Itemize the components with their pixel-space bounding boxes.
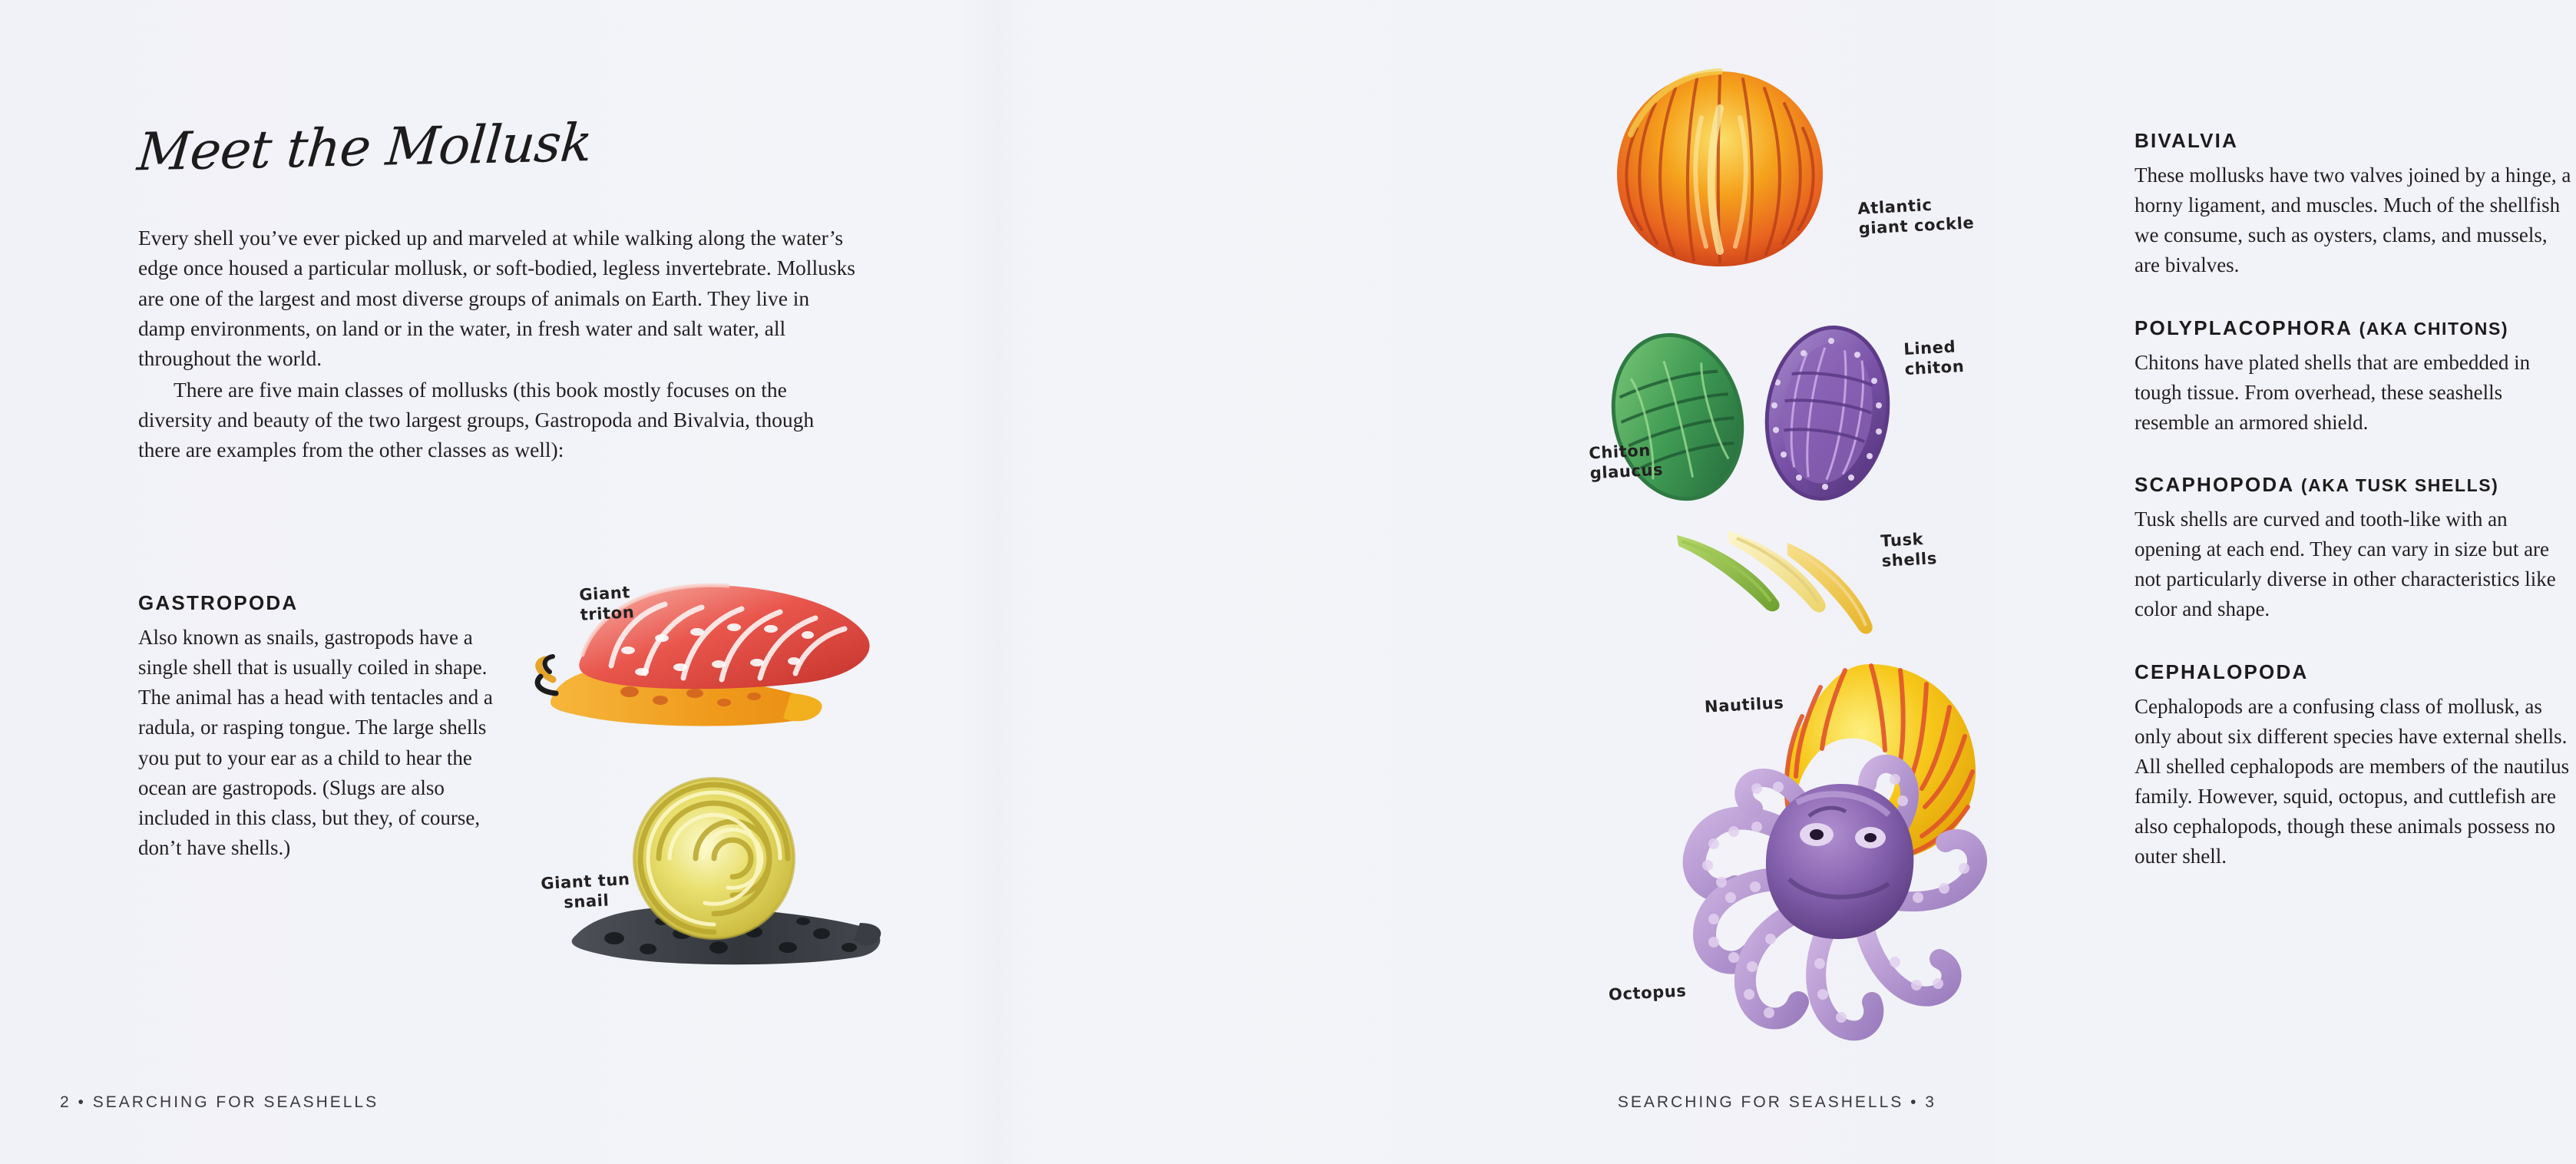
footer-right: SEARCHING FOR SEASHELLS • 3 xyxy=(1617,1093,1936,1111)
footer-left: 2 • SEARCHING FOR SEASHELLS xyxy=(60,1093,379,1111)
section-body-cephalopoda: Cephalopods are a confusing class of mollusk, as only about six different species have external shells. All shelled cephalopods are members of the nautilus family. However, squid, octopus, and cuttlefish are also cephalopods, though these animals possess no outer shell. xyxy=(2135,694,2570,868)
section-heading-scaphopoda xyxy=(2135,473,2576,497)
caption-chiton-glaucus: Chiton glaucus xyxy=(1588,441,1664,483)
caption-nautilus: Nautilus xyxy=(1704,693,1784,716)
section-body-bivalvia: These mollusks have two valves joined by a hinge, a horny ligament, and muscles. Much of the shellfish we consume, such as oysters, clams, and mussels, are bivalves. xyxy=(2135,164,2571,277)
section-gastropoda xyxy=(138,591,507,863)
section-body-gastropoda: Also known as snails, gastropods have a single shell that is usually coiled in shape. The animal has a head with tentacles and a radula, or rasping tongue. The large shells you put to your ear as a child to hear the ocean are gastropods. (Slugs are also included in this class, but they, of course, don’t have shells.) xyxy=(138,626,493,859)
intro-paragraph-2: There are five main classes of mollusks (this book mostly focuses on the diversity and beauty of the two largest groups, Gastropoda and Bivalvia, though there are examples from the other classes as well): xyxy=(138,377,815,462)
page-title: Meet the Mollusk xyxy=(134,113,594,184)
section-bivalvia xyxy=(2135,129,2576,281)
section-cephalopoda xyxy=(2135,660,2576,872)
section-scaphopoda xyxy=(2135,473,2576,625)
caption-atlantic-giant-cockle: Atlantic giant cockle xyxy=(1857,195,1975,239)
section-heading-bivalvia: BIVALVIA xyxy=(2135,129,2239,152)
caption-lined-chiton: Lined chiton xyxy=(1903,337,1965,379)
illustration-lined-chiton xyxy=(1754,321,1900,505)
illustration-tusk-shells xyxy=(1674,526,1912,649)
intro-paragraph-1: Every shell you’ve ever picked up and marveled at while walking along the water’s edge once housed a particular mollusk, or soft-bodied, legless invertebrate. Mollusks are one of the largest and most diverse groups of animals on Earth. They live in damp environments, on land or in the water, in fresh water and salt water, all throughout the world. xyxy=(138,226,855,371)
caption-giant-triton: Giant triton xyxy=(578,583,635,625)
illustration-atlantic-giant-cockle xyxy=(1605,58,1835,280)
section-polyplacophora xyxy=(2135,316,2576,438)
caption-tusk-shells: Tusk shells xyxy=(1880,530,1938,571)
right-column-text xyxy=(2135,129,2576,907)
section-heading-aka: (AKA CHITONS) xyxy=(2359,318,2509,339)
caption-octopus: Octopus xyxy=(1608,981,1688,1004)
section-body-scaphopoda: Tusk shells are curved and tooth-like with an opening at each end. They can vary in size but are not particularly diverse in other characteristics like color and shape. xyxy=(2135,507,2556,621)
section-heading-cephalopoda: CEPHALOPODA xyxy=(2135,660,2309,683)
section-heading-text: POLYPLACOPHORA xyxy=(2135,316,2353,339)
section-heading-text: SCAPHOPODA xyxy=(2135,472,2294,496)
intro-text xyxy=(138,223,856,465)
page-left xyxy=(0,0,998,1164)
illustration-octopus xyxy=(1674,741,2004,1071)
section-heading-gastropoda: GASTROPODA xyxy=(138,591,299,614)
section-heading-polyplacophora xyxy=(2135,316,2576,340)
section-heading-aka: (AKA TUSK SHELLS) xyxy=(2300,475,2499,495)
section-body-polyplacophora: Chitons have plated shells that are embedded in tough tissue. From overhead, these seashells resemble an armored shield. xyxy=(2135,350,2531,434)
page-right xyxy=(998,0,2571,1164)
caption-giant-tun-snail: Giant tun snail xyxy=(540,869,631,912)
